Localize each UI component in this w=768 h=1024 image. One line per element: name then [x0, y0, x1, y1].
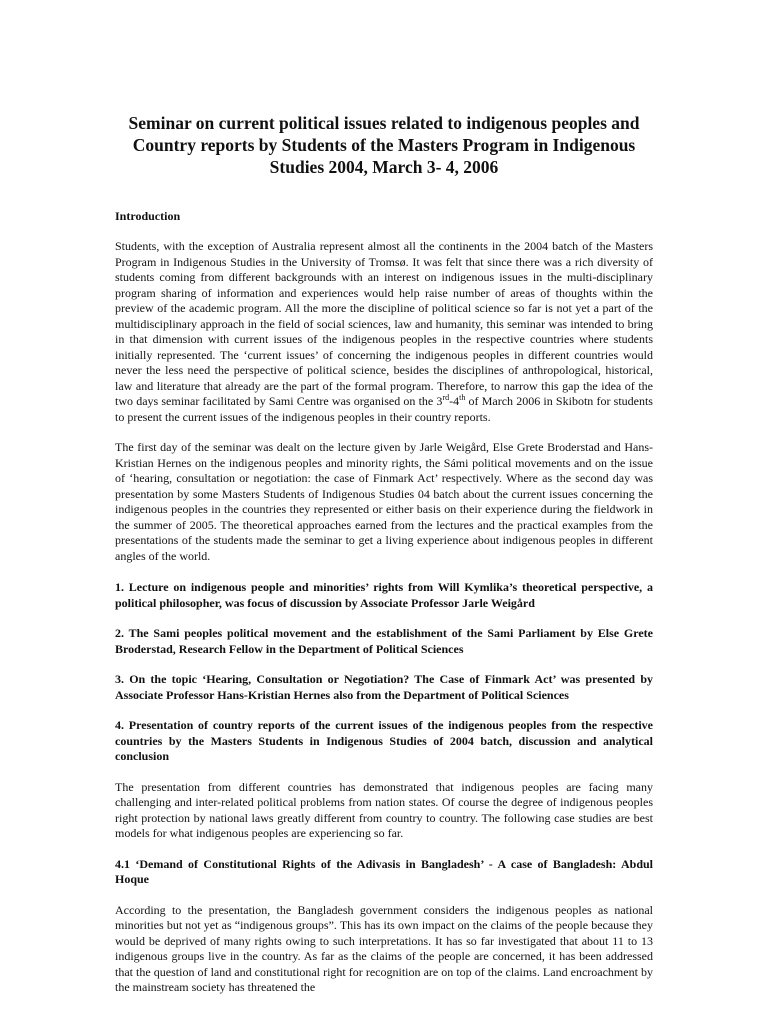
- intro-paragraph-1-text: Students, with the exception of Australia represent almost all the continents in the 2004 batch of the Masters Program in Indigenous Studies in the University of Tromsø. It was felt that since there was a rich diversity of students coming from different backgrounds with an interest on indigenous issues in the multi-disciplinary program sharing of information and experiences would help raise number of areas of thoughts within the preview of the academic program. All the more the discipline of political science so far is not yet a part of the multidisciplinary approach in the field of social sciences, law and humanity, this seminar was intended to bring in that dimension with current issues of the indigenous peoples in the respective countries where students initially represented. The ‘current issues’ of concerning the indigenous peoples in different countries would never the less need the perspective of political science, besides the disciplines of anthropological, historical, law and literature that already are the part of the formal program. Therefore, to narrow this gap the idea of the two days seminar facilitated by Sami Centre was organised on the 3: [115, 239, 653, 408]
- item-1-heading: 1. Lecture on indigenous people and minorities’ rights from Will Kymlika’s theoretical perspective, a political philosopher, was focus of discussion by Associate Professor Jarle Weigård: [115, 580, 653, 610]
- item-2-heading: 2. The Sami peoples political movement and the establishment of the Sami Parliament by Else Grete Broderstad, Research Fellow in the Department of Political Sciences: [115, 626, 653, 656]
- date-dash: -4: [449, 394, 460, 408]
- intro-paragraph-2: The first day of the seminar was dealt on the lecture given by Jarle Weigård, Else Grete Broderstad and Hans-Kristian Hernes on the indigenous peoples and minority rights, the Sámi political movements and on the issue of ‘hearing, consultation or negotiation: the case of Finmark Act’ respectively. Where as the second day was presentation by some Masters Students of Indigenous Studies 04 batch about the current issues concerning the indigenous peoples in the countries they represented or either basis on their experience during the fieldwork in the summer of 2005. The theoretical approaches earned from the lectures and the practical examples from the presentations of the students made the seminar to get a living experience about indigenous peoples in different angles of the world.: [115, 440, 653, 563]
- intro-paragraph-1: [115, 239, 653, 425]
- intro-paragraph-1-tail: of March 2006 in Skibotn for students to present the current issues of the indigenous peoples in their country reports.: [115, 394, 653, 424]
- introduction-heading: Introduction: [115, 209, 181, 223]
- date-superscript-rd: rd: [442, 393, 450, 402]
- date-superscript-th: th: [459, 393, 466, 402]
- item-4-heading: 4. Presentation of country reports of the current issues of the indigenous peoples from the respective countries by the Masters Students in Indigenous Studies of 2004 batch, discussion and analytical conclusion: [115, 718, 653, 763]
- item-3-heading: 3. On the topic ‘Hearing, Consultation or Negotiation? The Case of Finmark Act’ was presented by Associate Professor Hans-Kristian Hernes also from the Department of Political Sciences: [115, 672, 653, 702]
- item-4-1-heading: 4.1 ‘Demand of Constitutional Rights of the Adivasis in Bangladesh’ - A case of Bangladesh: Abdul Hoque: [115, 856, 653, 886]
- item-4-paragraph: The presentation from different countries has demonstrated that indigenous peoples are facing many challenging and inter-related political problems from nation states. Of course the degree of indigenous peoples right protection by national laws greatly different from country to country. The following case studies are best models for what indigenous peoples are experiencing so far.: [115, 779, 653, 840]
- item-4-1-paragraph: According to the presentation, the Bangladesh government considers the indigenous peoples as national minorities but not yet as “indigenous groups”. This has its own impact on the claims of the people because they would be deprived of many rights owing to such interpretations. It has so far investigated that about 11 to 13 indigenous groups live in the country. As far as the claims of the people are concerned, it has been addressed that the question of land and constitutional right for recognition are on top of the claims. Land encroachment by the mainstream society has threatened the: [115, 902, 653, 994]
- document-title: Seminar on current political issues related to indigenous peoples and Country reports by Students of the Masters Program in Indigenous Studies 2004, March 3- 4, 2006: [128, 113, 640, 177]
